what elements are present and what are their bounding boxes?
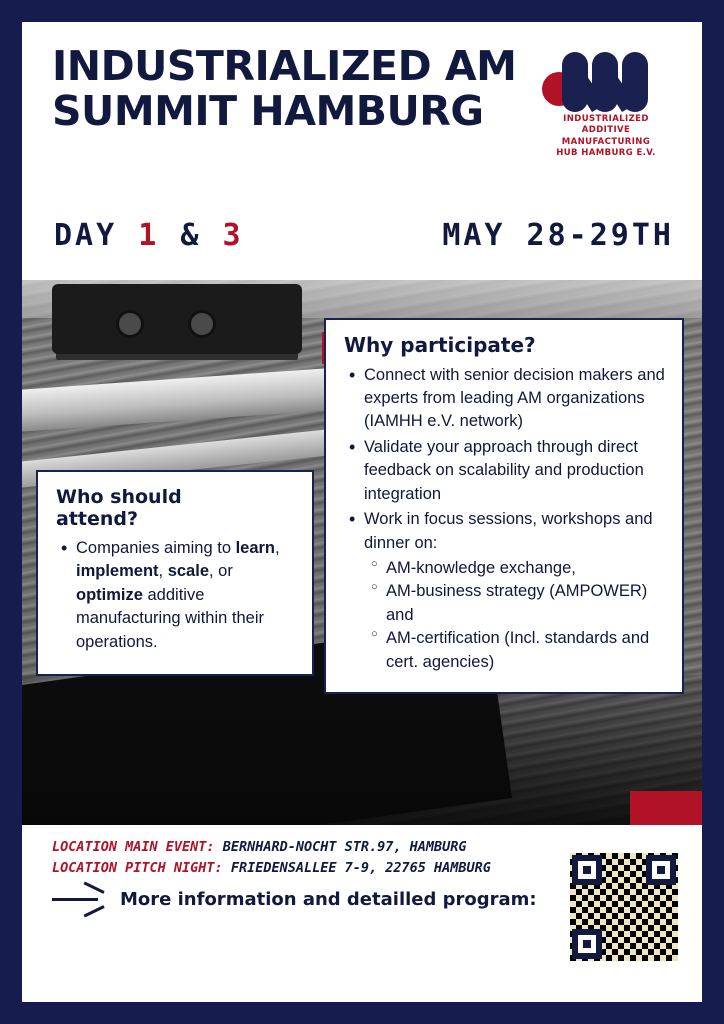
- who-bold-implement: implement: [76, 562, 159, 581]
- arrow-right-icon: [52, 890, 110, 908]
- day-group: [54, 218, 244, 253]
- poster-header: [22, 22, 702, 280]
- list-item: ○ AM-certification (Incl. standards and cert. agencies): [386, 627, 666, 674]
- who-text-prefix: Companies aiming to: [76, 538, 236, 557]
- card-why-subbullet-list: [364, 557, 666, 674]
- poster-sheet: [22, 22, 702, 1002]
- organization-logo: [540, 50, 672, 160]
- page-title: [52, 44, 572, 134]
- location-main-value: BERNHARD-NOCHT STR.97, HAMBURG: [214, 839, 467, 855]
- list-item-text: Work in focus sessions, workshops and dinner on:: [364, 510, 653, 552]
- qr-finder-icon: [646, 855, 676, 885]
- list-item: ○ AM-business strategy (AMPOWER) and: [386, 580, 666, 627]
- list-item: [76, 537, 296, 654]
- card-why-heading: Why participate?: [344, 333, 536, 357]
- who-bold-optimize: optimize: [76, 585, 143, 604]
- card-why-participate: [324, 318, 684, 694]
- day-and-date-line: [54, 218, 674, 253]
- more-info-text: More information and detailled program:: [120, 888, 537, 910]
- day-value-1: 1: [138, 218, 160, 253]
- qr-finder-icon: [572, 855, 602, 885]
- who-text-suffix: additive manufacturing within their operations.: [76, 585, 265, 651]
- location-pitch-value: FRIEDENSALLEE 7-9, 22765 HAMBURG: [222, 859, 491, 876]
- title-line-1: INDUSTRIALIZED AM: [52, 42, 517, 90]
- photo-bolt-icon: [116, 310, 144, 338]
- who-bold-learn: learn: [235, 538, 276, 557]
- photo-band: [22, 280, 702, 825]
- photo-bolt-icon: [188, 310, 216, 338]
- card-who-heading-line-1: Who should: [56, 486, 182, 508]
- location-main-label: LOCATION MAIN EVENT:: [52, 839, 215, 855]
- logo-mark: [540, 50, 672, 112]
- who-sep-3: , or: [209, 562, 233, 581]
- poster-footer: [22, 825, 702, 962]
- day-ampersand: &: [180, 218, 202, 253]
- card-who-bullet-list: [56, 537, 296, 654]
- photo-gradient-overlay: [22, 675, 702, 825]
- location-info: [52, 837, 522, 879]
- list-item: ○ AM-knowledge exchange,: [386, 557, 666, 580]
- logo-line-3: HUB HAMBURG E.V.: [556, 148, 656, 159]
- card-why-bullet-list: [344, 364, 666, 674]
- card-who-heading-line-2: attend?: [56, 508, 139, 531]
- who-bold-scale: scale: [167, 562, 209, 581]
- logo-wordmark: [540, 114, 672, 160]
- logo-line-2: ADDITIVE MANUFACTURING: [561, 125, 651, 147]
- qr-finder-icon: [572, 929, 602, 959]
- logo-line-1: INDUSTRIALIZED: [563, 114, 649, 124]
- list-item: • Connect with senior decision makers and experts from leading AM organizations (IAMHH e.V. network): [364, 364, 666, 434]
- location-pitch-label: LOCATION PITCH NIGHT:: [52, 859, 223, 876]
- who-sep-1: ,: [275, 538, 280, 557]
- list-item: [364, 508, 666, 674]
- card-who-should-attend: [36, 470, 314, 676]
- card-who-heading: [56, 486, 296, 531]
- accent-block-red-bottom: [630, 791, 702, 825]
- who-sep-2: ,: [158, 562, 168, 581]
- photo-printhead: [52, 284, 302, 354]
- day-label: DAY: [54, 218, 118, 253]
- logo-m-icon: [562, 52, 666, 117]
- qr-code[interactable]: [570, 853, 678, 961]
- title-line-2: SUMMIT HAMBURG: [52, 87, 484, 136]
- event-date: MAY 28-29TH: [442, 218, 674, 253]
- day-value-2: 3: [222, 218, 244, 253]
- list-item: • Validate your approach through direct feedback on scalability and production integration: [364, 436, 666, 506]
